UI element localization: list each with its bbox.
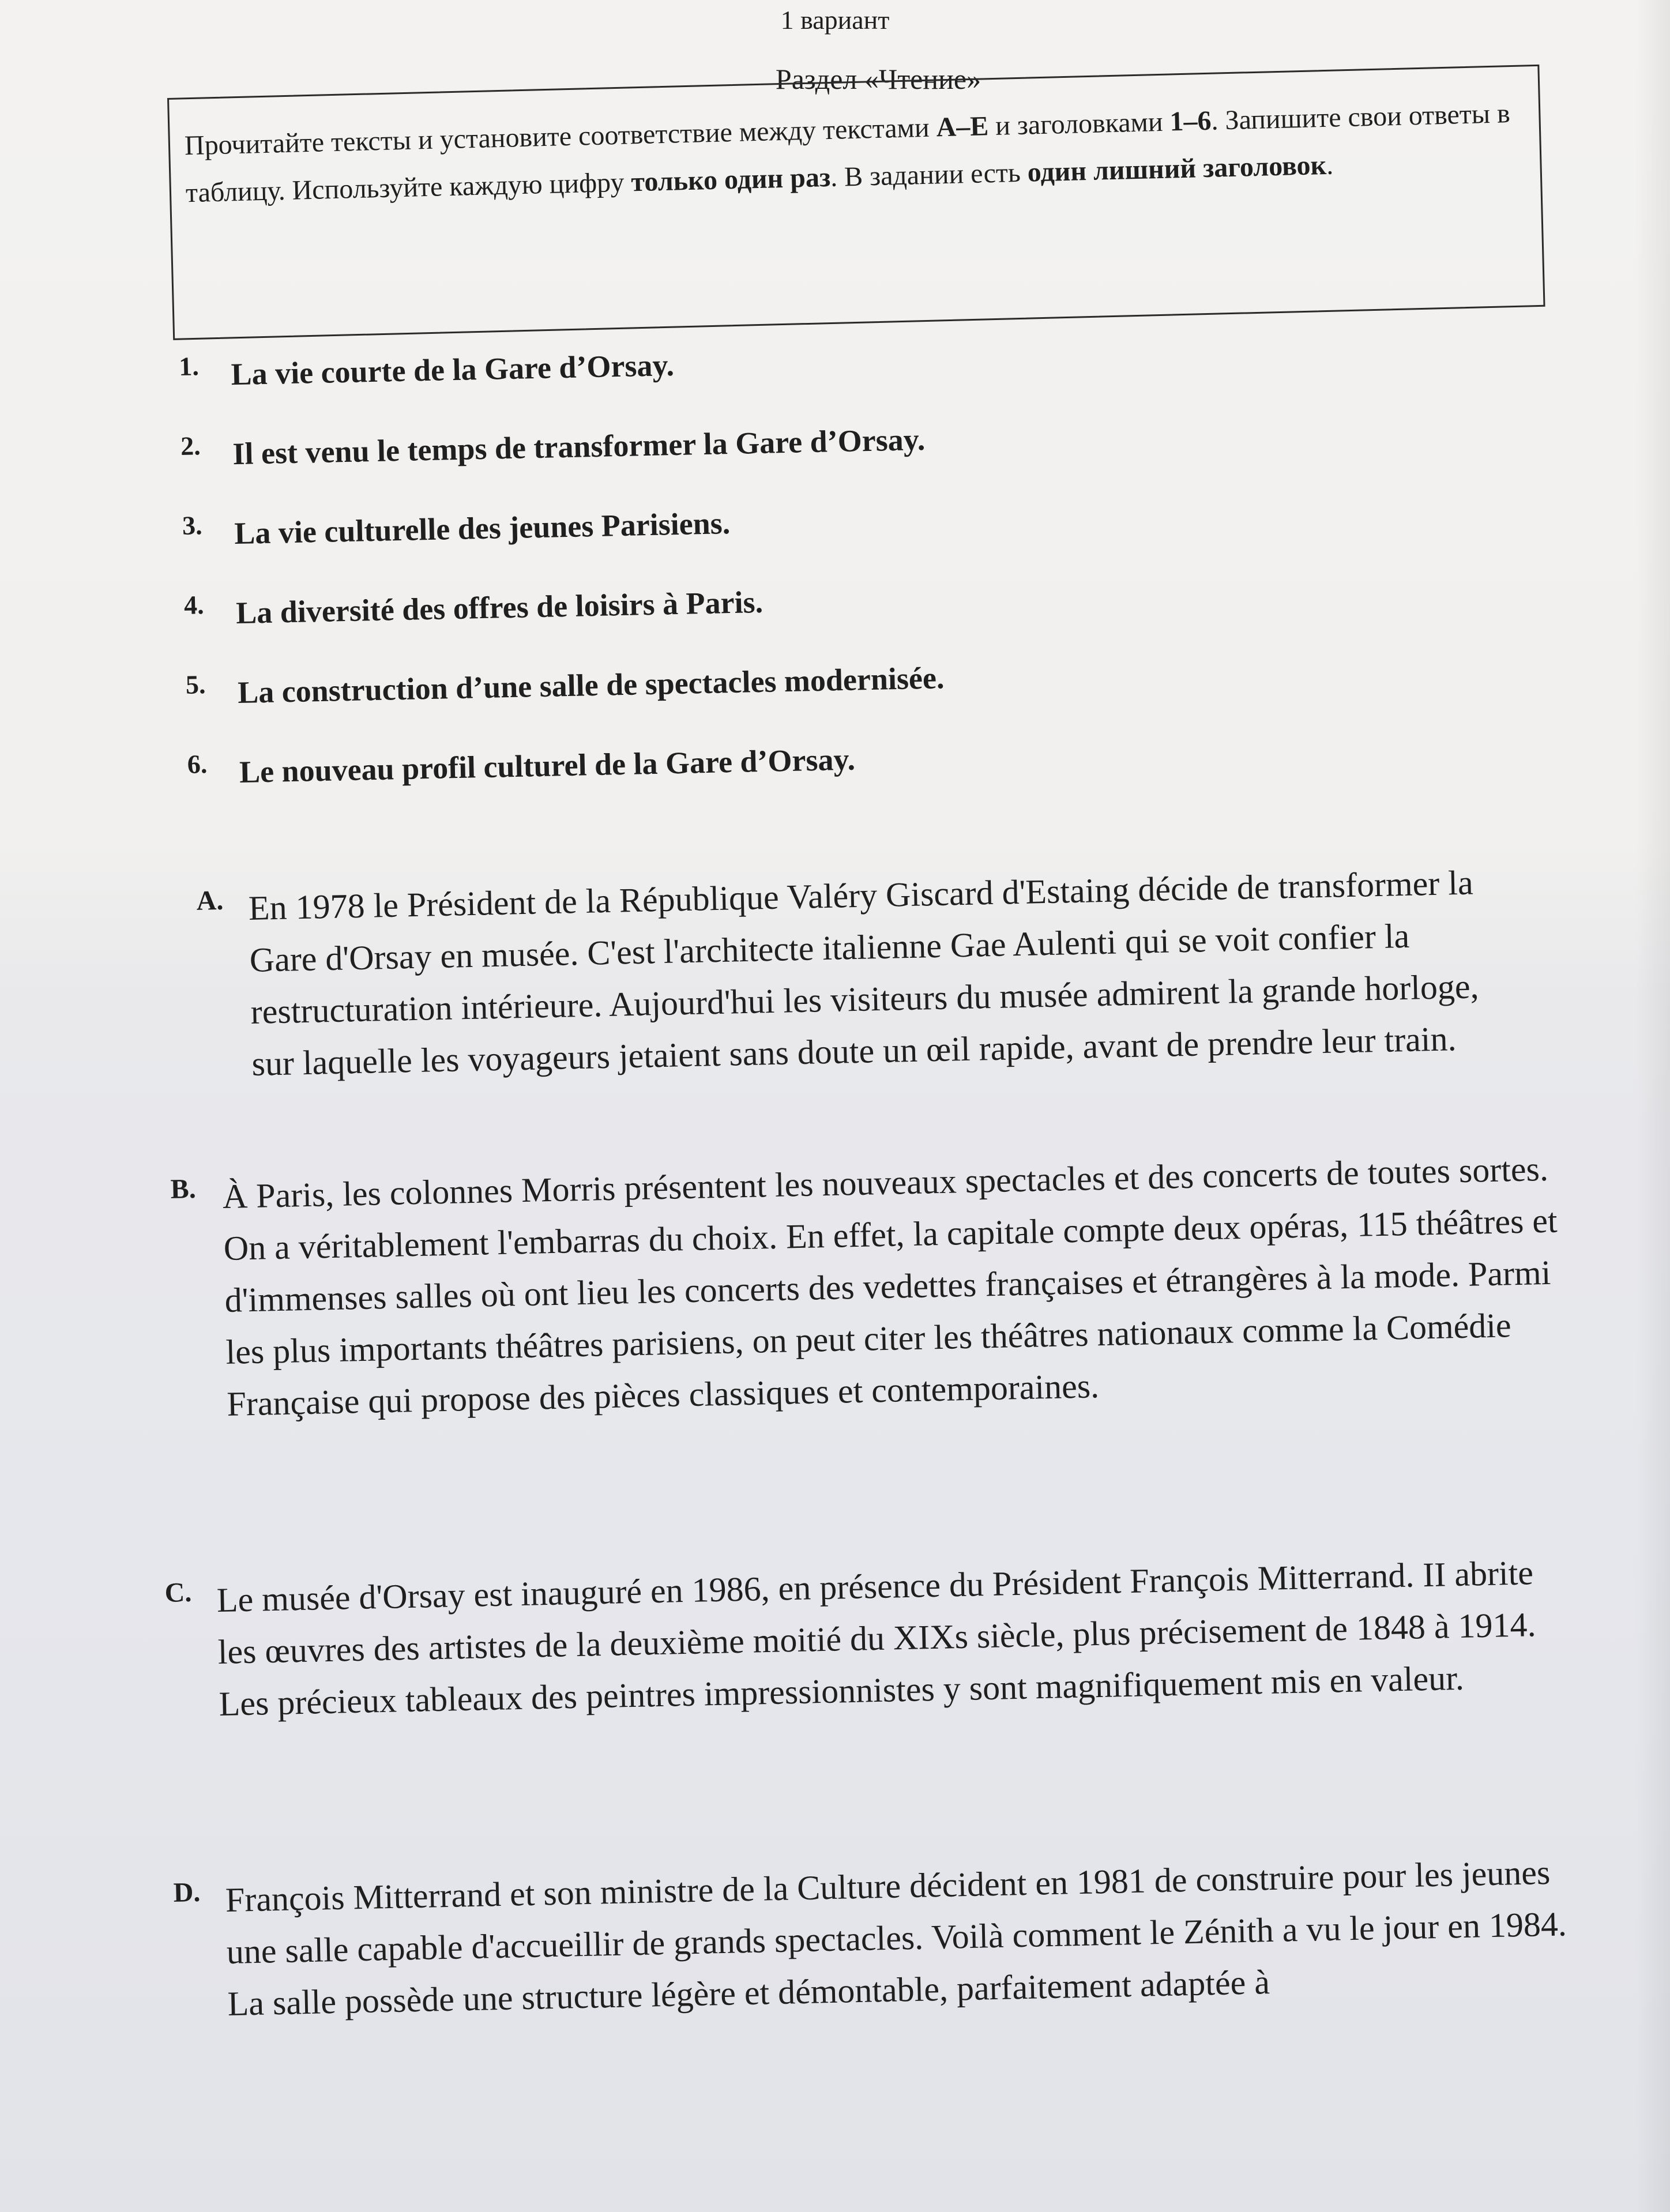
heading-text: Le nouveau profil culturel de la Gare d’Orsay. (239, 742, 856, 789)
heading-number: 6. (187, 749, 208, 779)
headings-list (179, 334, 1284, 835)
heading-text: La construction d’une salle de spectacles modernisée. (237, 660, 945, 710)
heading-text: La vie culturelle des jeunes Parisiens. (234, 506, 731, 551)
section-title: Раздел «Чтение» (775, 63, 981, 95)
passage-letter: A. (196, 885, 224, 916)
heading-number: 5. (185, 669, 206, 699)
passage-d (173, 1846, 1589, 2030)
heading-text: La diversité des offres de loisirs à Paris. (235, 584, 763, 631)
passage-text: À Paris, les colonnes Morris présentent les nouveaux spectacles et des concerts de toutes sortes. On a véritablement l'embarras du choix. En effet, la capitale compte deux opéras, 115 théâtres et d'immenses salles où ont lieu les concerts des vedettes françaises et étrangères à la mode. Parmi les plus importants théâtres parisiens, on peut citer les théâtres nationaux comme la Comédie Française qui propose des pièces classiques et contemporaines. (222, 1149, 1558, 1423)
passage-c (164, 1546, 1569, 1730)
passage-a (196, 856, 1526, 1090)
heading-number: 2. (180, 431, 201, 461)
passage-text: Le musée d'Orsay est inauguré en 1986, en présence du Président François Mitterrand. II abrite les œuvres des artistes de la deuxième moitié du XIXs siècle, plus précisement de 1848 à 1914. Les précieux tableaux des peintres impressionnistes y sont magnifiquement mis en valeur. (216, 1553, 1537, 1723)
heading-number: 3. (182, 510, 203, 540)
heading-text: La vie courte de la Gare d’Orsay. (231, 348, 675, 392)
heading-number: 1. (178, 351, 200, 381)
passage-text: En 1978 le Président de la République Valéry Giscard d'Estaing décide de transformer la Gare d'Orsay en musée. C'est l'architecte italienne Gae Aulenti qui se voit confier la restructuration intérieure. Aujourd'hui les visiteurs du musée admirent la grande horloge, sur laquelle les voyageurs jetaient sans doute un œil rapide, avant de prendre leur train. (248, 863, 1480, 1083)
variant-label: 1 вариант (780, 5, 890, 35)
heading-text: Il est venu le temps de transformer la Gare d’Orsay. (232, 422, 926, 472)
passage-letter: B. (170, 1173, 197, 1205)
passage-b (170, 1142, 1582, 1430)
instructions-text: Прочитайте тексты и установите соответствие между текстами A–E и заголовками 1–6. Запишите свои ответы в таблицу. Используйте каждую цифру только один раз. В задании есть один лишний заголовок. (184, 98, 1511, 209)
heading-number: 4. (183, 590, 205, 620)
passage-letter: D. (173, 1876, 201, 1908)
page-edge-shadow (1635, 0, 1670, 2212)
instructions-box (167, 65, 1545, 340)
passage-letter: C. (164, 1577, 192, 1608)
passage-text: François Mitterrand et son ministre de la Culture décident en 1981 de construire pour les jeunes une salle capable d'accueillir de grands spectacles. Voilà comment le Zénith a vu le jour en 1984. La salle possède une structure légère et démontable, parfaitement adaptée à (225, 1853, 1567, 2023)
